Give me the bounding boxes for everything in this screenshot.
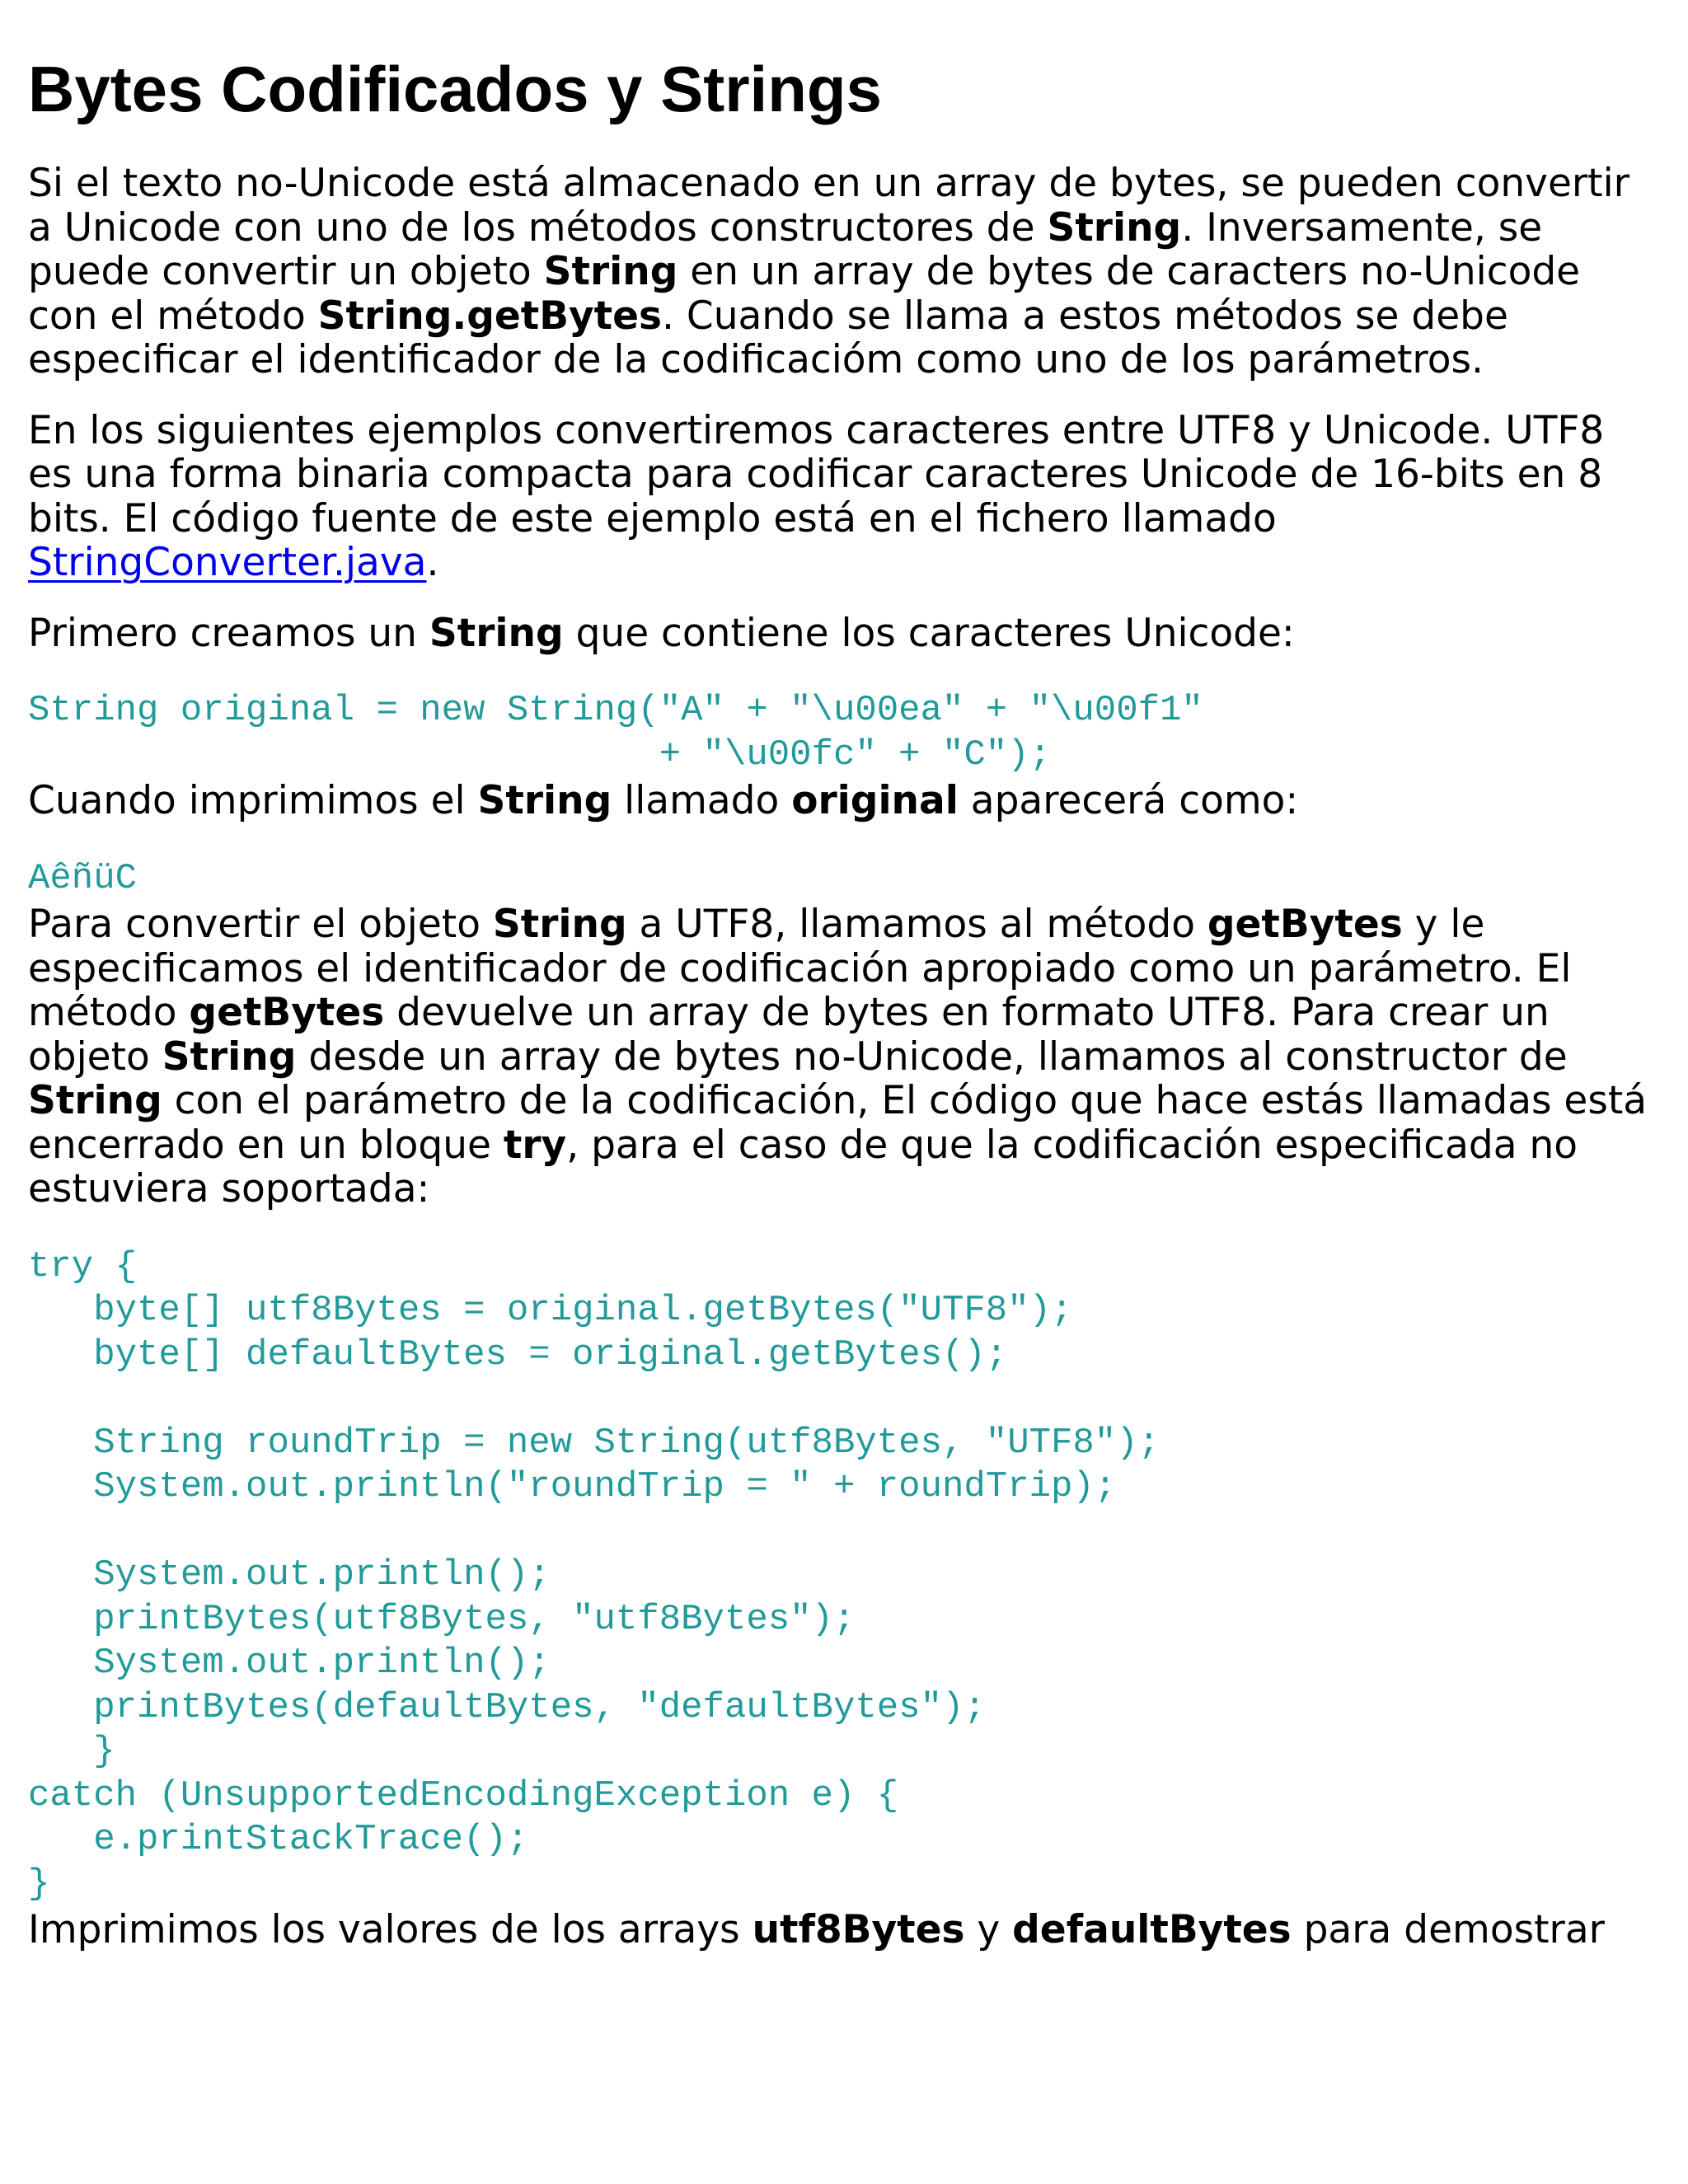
text-run: , para el caso de que la codificación especificada no estuviera soportada:: [28, 1122, 1578, 1212]
bold-term: getBytes: [189, 990, 385, 1035]
getbytes-paragraph: [28, 902, 1660, 1212]
text-run: devuelve un array de bytes en formato UTF8. Para crear un objeto: [28, 990, 1550, 1080]
text-run: y: [964, 1907, 1013, 1952]
text-run: que contiene los caracteres Unicode:: [563, 610, 1295, 656]
text-run: con el parámetro de la codificación, El código que hace estás llamadas está encerrado en un bloque: [28, 1078, 1648, 1168]
print-original-paragraph: [28, 779, 1660, 823]
document-page: [28, 0, 1660, 1952]
source-file-link[interactable]: StringConverter.java: [28, 540, 427, 585]
text-run: Cuando imprimimos el: [28, 778, 478, 823]
bold-term: String: [477, 778, 612, 823]
text-run: aparecerá como:: [958, 778, 1299, 823]
bold-term: String.getBytes: [317, 293, 662, 339]
bold-term: String: [429, 610, 564, 656]
text-run: Primero creamos un: [28, 610, 429, 656]
print-arrays-paragraph: [28, 1908, 1660, 1952]
text-run: Para convertir el objeto: [28, 902, 493, 947]
text-run: .: [426, 540, 439, 585]
bold-term: String: [28, 1078, 162, 1123]
text-run: para demostrar: [1291, 1907, 1605, 1952]
bold-term: getBytes: [1207, 902, 1403, 947]
page-title: Bytes Codificados y Strings: [28, 53, 882, 125]
text-run: . Inversamente, se puede convertir un objeto: [28, 204, 1543, 294]
text-run: y le especificamos el identificador de codificación apropiado como un parámetro. El método: [28, 902, 1572, 1035]
text-run: en un array de bytes de caracters no-Unicode con el método: [28, 249, 1581, 339]
text-run: Imprimimos los valores de los arrays: [28, 1907, 753, 1952]
intro-paragraph: [28, 162, 1660, 382]
bold-term: String: [162, 1033, 297, 1080]
utf8-paragraph: [28, 409, 1660, 585]
bold-term: defaultBytes: [1012, 1907, 1292, 1952]
bold-term: String: [543, 249, 678, 294]
bold-term: String: [492, 902, 627, 947]
text-run: En los siguientes ejemplos convertiremos caracteres entre UTF8 y Unicode. UTF8 es una forma binaria compacta para codificar caracteres Unicode de 16-bits en 8 bits. El código fuente de este ejemplo está en el fichero llamado: [28, 407, 1605, 541]
text-run: a UTF8, llamamos al método: [626, 902, 1207, 947]
code-block-original: String original = new String("A" + "\u00ea" + "\u00f1" + "\u00fc" + "C");: [28, 690, 1203, 776]
text-run: llamado: [612, 778, 792, 823]
code-block-try: try { byte[] utf8Bytes = original.getBytes("UTF8"); byte[] defaultBytes = original.getBytes(); String roundTrip = new String(utf8Bytes, "UTF8"); System.out.println("roundTrip = " + roundTrip); System.out.println(); printBytes(utf8Bytes, "utf8Bytes"); System.out.println(); printBytes(defaultBytes, "defaultBytes"); } catch (UnsupportedEncodingException e) { e.printStackTrace(); }: [28, 1245, 1160, 1905]
text-run: desde un array de bytes no-Unicode, llamamos al constructor de: [296, 1033, 1568, 1080]
text-run: Si el texto no-Unicode está almacenado en un array de bytes, se pueden convertir a Unicode con uno de los métodos constructores de: [28, 161, 1629, 251]
create-string-paragraph: [28, 612, 1660, 656]
bold-term: utf8Bytes: [752, 1907, 965, 1952]
code-block-output: AêñüC: [28, 857, 138, 899]
bold-term: original: [791, 778, 959, 823]
bold-term: try: [503, 1122, 567, 1168]
text-run: . Cuando se llama a estos métodos se debe especificar el identificador de la codificacióm como uno de los parámetros.: [28, 293, 1508, 382]
bold-term: String: [1047, 204, 1182, 251]
